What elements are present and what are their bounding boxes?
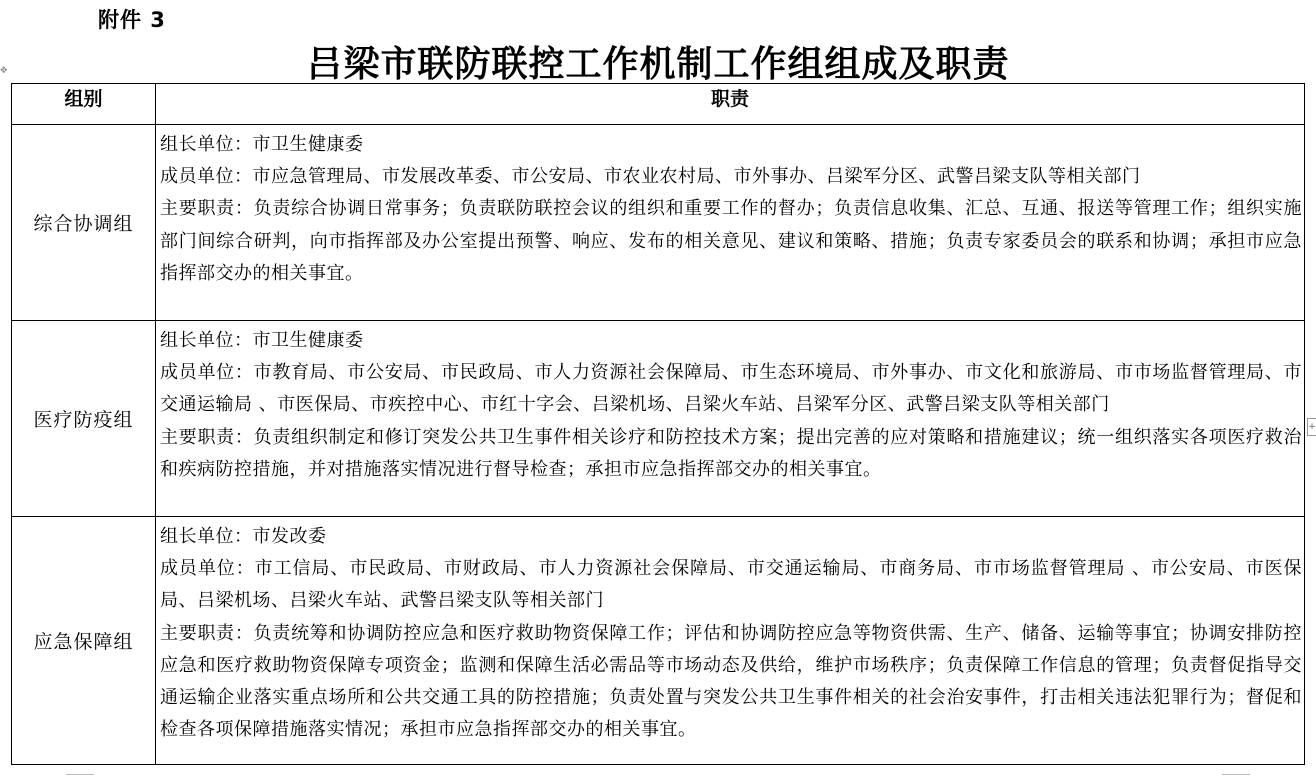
group-name-cell: 医疗防疫组 — [12, 321, 156, 517]
main-duties-text: 主要职责：负责统筹和协调防控应急和医疗救助物资保障工作；评估和协调防控应急等物资供需、生产、储备、运输等事宜；协调安排防控应急和医疗救助物资保障专项资金；监测和保障生活必需品等市场动态及供给，维护市场秩序；负责保障工作信息的管理；负责督促指导交通运输企业落实重点场所和公共交通工具的防控措施；负责处置与突发公共卫生事件相关的社会治安事件，打击相关违法犯罪行为；督促和检查各项保障措施落实情况；承担市应急指挥部交办的相关事宜。 — [160, 622, 1302, 741]
lead-unit-text: 组长单位：市卫生健康委 — [160, 330, 364, 351]
group-name-cell: 应急保障组 — [12, 517, 156, 765]
move-handle-icon[interactable]: ✥ — [0, 66, 8, 76]
member-units-text: 成员单位：市教育局、市公安局、市民政局、市人力资源社会保障局、市生态环境局、市外事办、市文化和旅游局、市市场监督管理局、市交通运输局 、市医保局、市疾控中心、市红十字会、吕梁机场、吕梁火车站、吕梁军分区、武警吕梁支队等相关部门 — [160, 362, 1302, 416]
main-duties-text: 主要职责：负责综合协调日常事务；负责联防联控会议的组织和重要工作的督办；负责信息收集、汇总、互通、报送等管理工作；组织实施部门间综合研判，向市指挥部及办公室提出预警、响应、发布的相关意见、建议和策略、措施；负责专家委员会的联系和协调；承担市应急指挥部交办的相关事宜。 — [160, 198, 1302, 284]
duty-cell — [156, 321, 1305, 517]
add-column-handle-icon[interactable]: + — [1307, 418, 1316, 436]
attachment-label: 附件 3 — [98, 8, 166, 32]
table-row — [12, 517, 1305, 765]
duty-cell — [156, 517, 1305, 765]
page-edge-marker — [66, 774, 94, 775]
table-row — [12, 125, 1305, 321]
lead-unit-text: 组长单位：市卫生健康委 — [160, 134, 364, 155]
page-title: 吕梁市联防联控工作机制工作组组成及职责 — [306, 43, 1010, 85]
page-edge-marker — [1222, 774, 1250, 775]
main-duties-text: 主要职责：负责组织制定和修订突发公共卫生事件相关诊疗和防控技术方案；提出完善的应对策略和措施建议；统一组织落实各项医疗救治和疾病防控措施，并对措施落实情况进行督导检查；承担市应急指挥部交办的相关事宜。 — [160, 426, 1302, 480]
table-row — [12, 321, 1305, 517]
column-header-group: 组别 — [12, 84, 156, 125]
table-header-row — [12, 84, 1305, 125]
duty-cell — [156, 125, 1305, 321]
group-name-cell: 综合协调组 — [12, 125, 156, 321]
member-units-text: 成员单位：市工信局、市民政局、市财政局、市人力资源社会保障局、市交通运输局、市商务局、市市场监督管理局 、市公安局、市医保局、吕梁机场、吕梁火车站、武警吕梁支队等相关部门 — [160, 558, 1302, 612]
member-units-text: 成员单位：市应急管理局、市发展改革委、市公安局、市农业农村局、市外事办、吕梁军分区、武警吕梁支队等相关部门 — [160, 166, 1141, 188]
lead-unit-text: 组长单位：市发改委 — [160, 526, 327, 547]
duties-table — [11, 83, 1305, 765]
column-header-duties: 职责 — [156, 84, 1305, 125]
